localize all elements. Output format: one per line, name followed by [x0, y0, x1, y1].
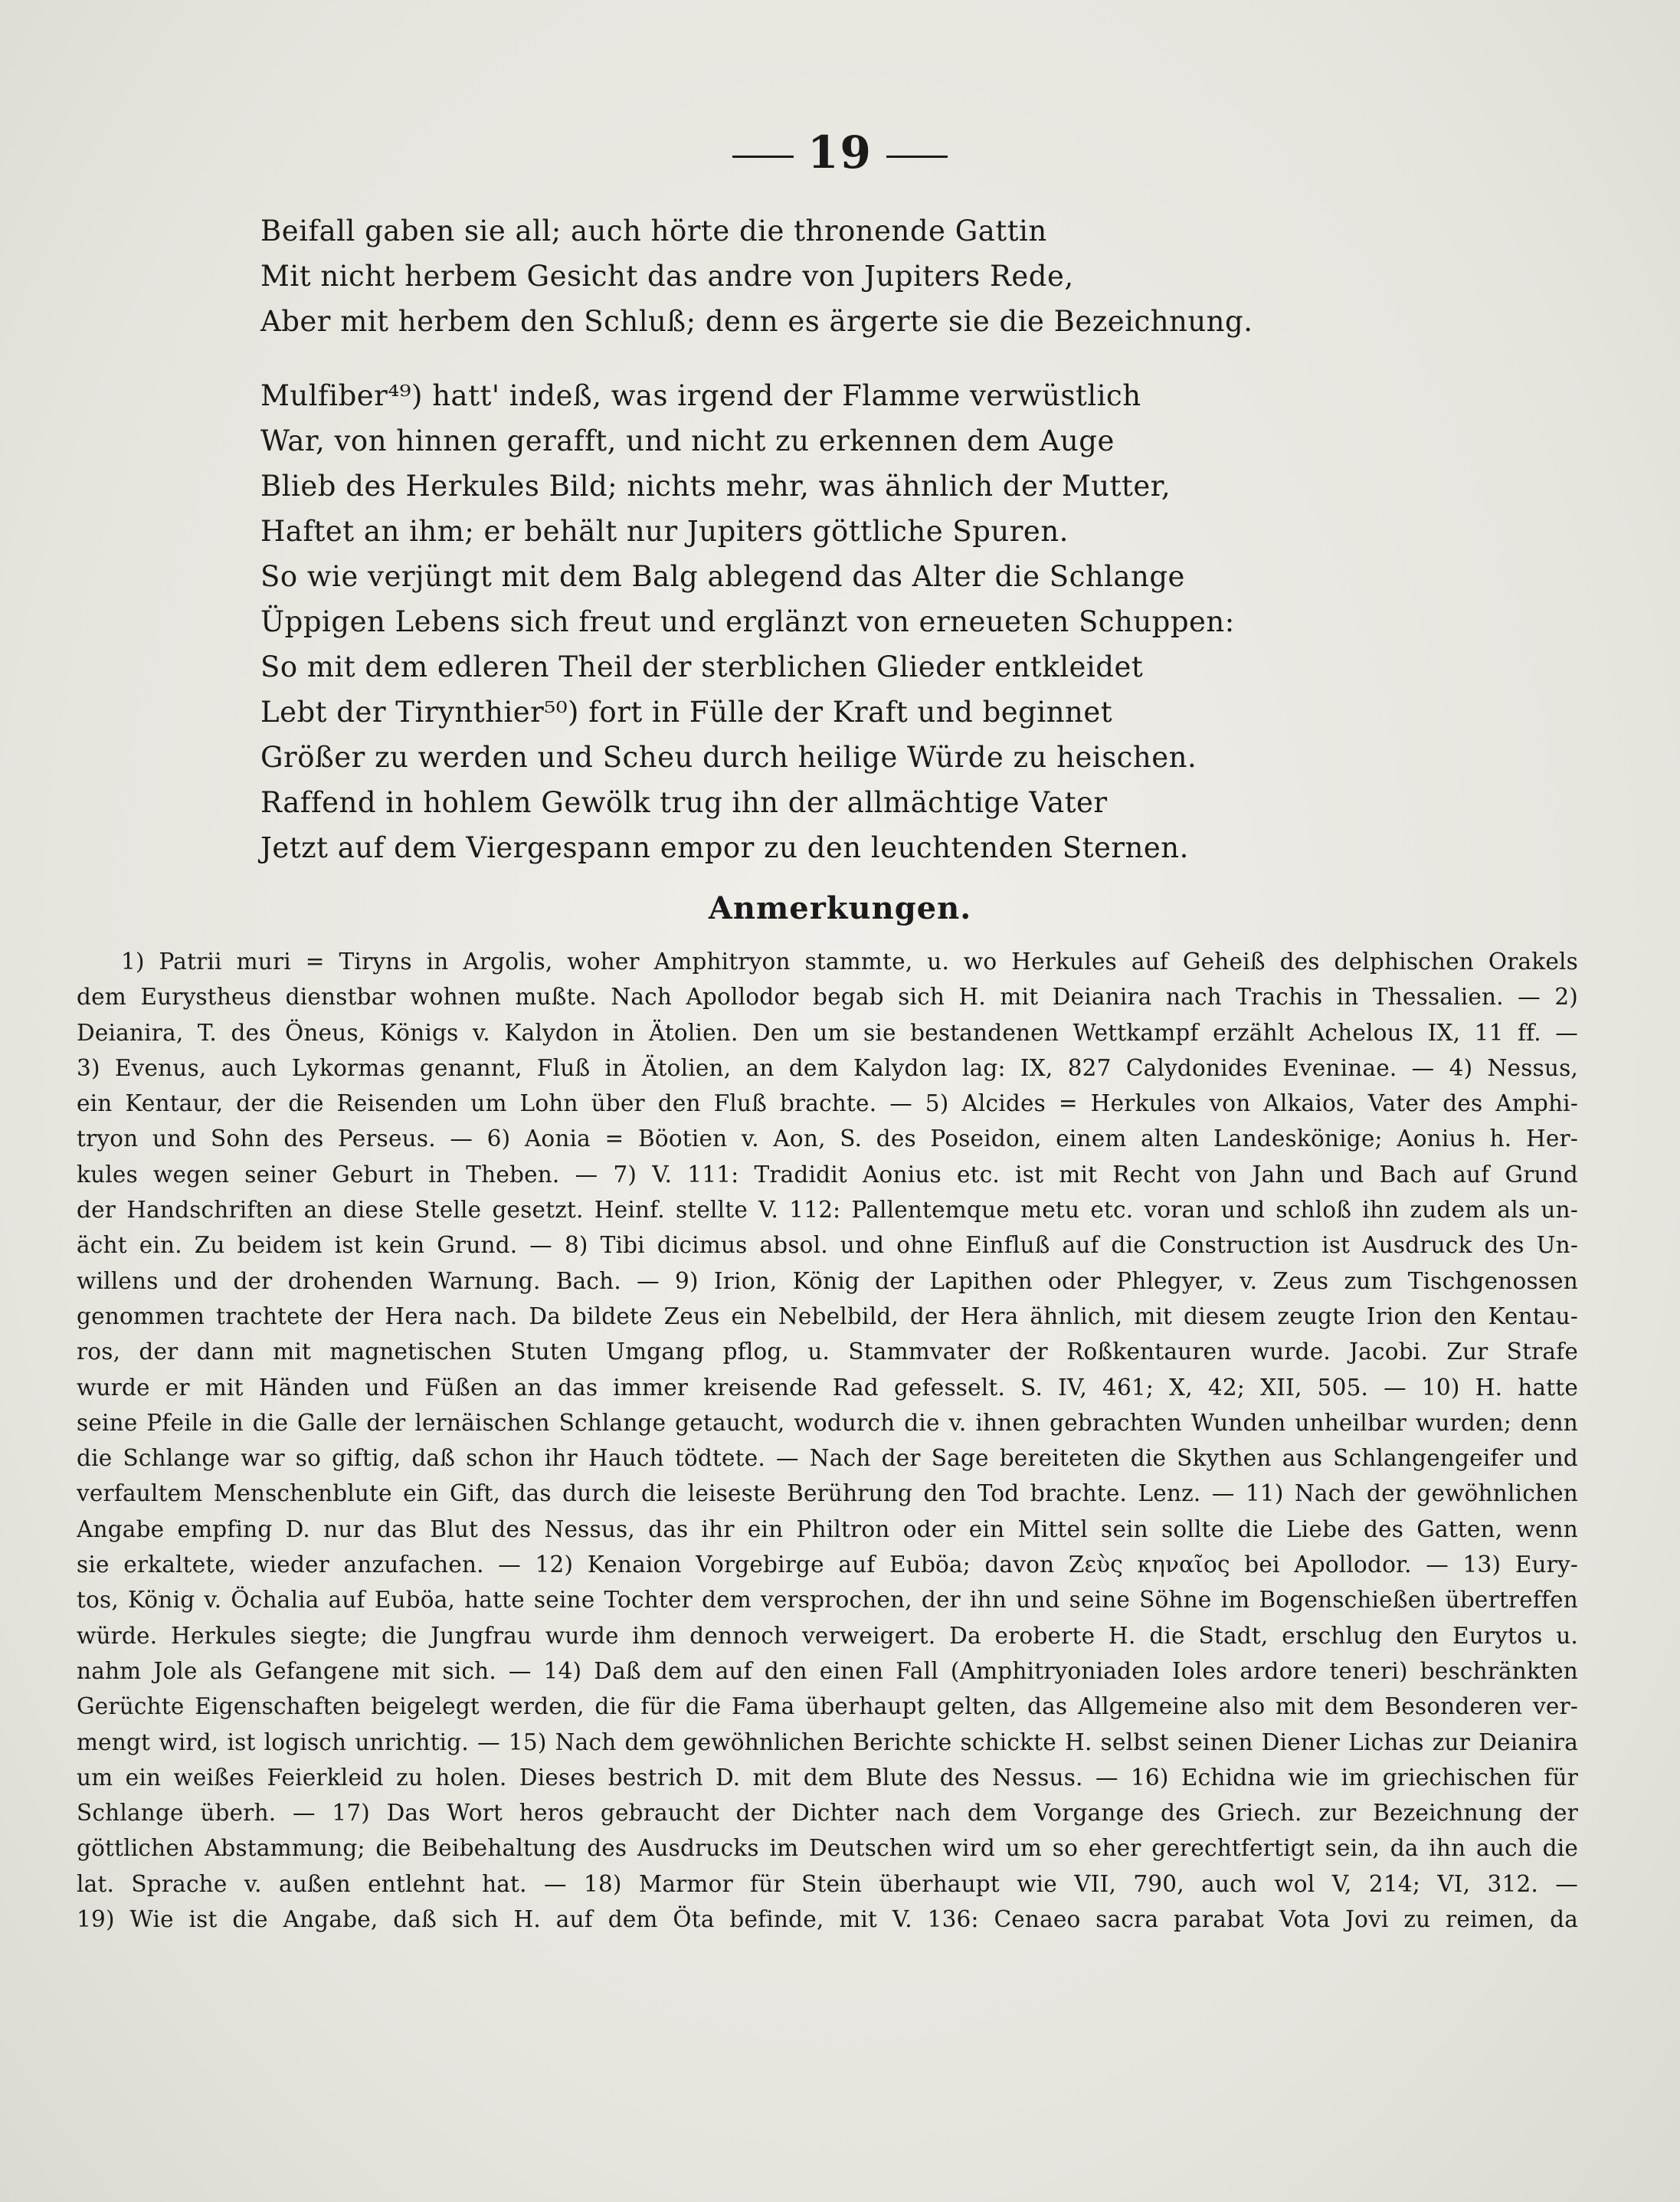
verse-line: Aber mit herbem den Schluß; denn es ärgerte sie die Bezeichnung. [260, 305, 1253, 338]
note-line: Gerüchte Eigenschaften beigelegt werden, die für die Fama überhaupt gelten, das Allgemeine also mit dem Besonderen ver- [77, 1693, 1578, 1720]
note-line: 3) Evenus, auch Lykormas genannt, Fluß in Ätolien, an dem Kalydon lag: IX, 827 Calydonides Eveninae. — 4) Nessus, [77, 1054, 1578, 1081]
verse-line: Beifall gaben sie all; auch hörte die thronende Gattin [260, 215, 1047, 247]
note-line: 19) Wie ist die Angabe, daß sich H. auf dem Öta befinde, mit V. 136: Cenaeo sacra parabat Vota Jovi zu reimen, da [77, 1906, 1578, 1933]
note-line: die Schlange war so giftig, daß schon ihr Hauch tödtete. — Nach der Sage bereiteten die Skythen aus Schlangengeifer und [77, 1445, 1578, 1472]
note-line: tos, König v. Öchalia auf Euböa, hatte seine Tochter dem versprochen, der ihn und seine Söhne im Bogenschießen übertreffen [77, 1587, 1578, 1614]
note-line: der Handschriften an diese Stelle gesetzt. Heinf. stellte V. 112: Pallentemque metu etc. voran und schloß ihn zudem als un- [77, 1197, 1578, 1224]
verse-line: Lebt der Tirynthier⁵⁰) fort in Fülle der Kraft und beginnet [260, 696, 1113, 729]
poem [260, 208, 1524, 870]
note-line: mengt wird, ist logisch unrichtig. — 15) Nach dem gewöhnlichen Berichte schickte H. selbst seinen Diener Lichas zur Deianira [77, 1729, 1578, 1755]
note-line: ächt ein. Zu beidem ist kein Grund. — 8) Tibi dicimus absol. und ohne Einfluß auf die Construction ist Ausdruck des Un- [77, 1232, 1578, 1259]
note-line: 1) Patrii muri = Tiryns in Argolis, woher Amphitryon stammte, u. wo Herkules auf Geheiß des delphischen Orakels [121, 949, 1578, 975]
note-line: göttlichen Abstammung; die Beibehaltung des Ausdrucks im Deutschen wird um so eher gerechtfertigt sein, da ihn auch die [77, 1835, 1578, 1862]
note-line: um ein weißes Feierkleid zu holen. Dieses bestrich D. mit dem Blute des Nessus. — 16) Echidna wie im griechischen für [77, 1764, 1578, 1791]
note-line: Angabe empfing D. nur das Blut des Nessus, das ihr ein Philtron oder ein Mittel sein sollte die Liebe des Gatten, wenn [77, 1516, 1578, 1542]
verse-line: So mit dem edleren Theil der sterblichen Glieder entkleidet [260, 650, 1144, 683]
note-line: ein Kentaur, der die Reisenden um Lohn über den Fluß brachte. — 5) Alcides = Herkules von Alkaios, Vater des Amphi- [77, 1090, 1578, 1117]
note-line: willens und der drohenden Warnung. Bach. — 9) Irion, König der Lapithen oder Phlegyer, v. Zeus zum Tischgenossen [77, 1267, 1578, 1294]
verse-line: Blieb des Herkules Bild; nichts mehr, was ähnlich der Mutter, [260, 470, 1171, 503]
verse-line: Raffend in hohlem Gewölk trug ihn der allmächtige Vater [260, 786, 1108, 819]
verse-line: Üppigen Lebens sich freut und erglänzt von erneueten Schuppen: [260, 605, 1235, 638]
note-line: sie erkaltete, wieder anzufachen. — 12) Kenaion Vorgebirge auf Euböa; davon Ζεὺς κηναῖος bei Apollodor. — 13) Eury- [77, 1552, 1578, 1578]
verse-line: Größer zu werden und Scheu durch heilige Würde zu heischen. [260, 741, 1197, 774]
verse-line: Jetzt auf dem Viergespann empor zu den leuchtenden Sternen. [260, 831, 1189, 864]
note-line: verfaultem Menschenblute ein Gift, das durch die leiseste Berührung den Tod brachte. Lenz. — 11) Nach der gewöhnlichen [77, 1480, 1578, 1507]
stanza-1 [260, 208, 1524, 344]
notes-heading: Anmerkungen. [708, 890, 972, 926]
page-number-text: 19 [807, 126, 873, 179]
note-line: kules wegen seiner Geburt in Theben. — 7) V. 111: Tradidit Aonius etc. ist mit Recht von Jahn und Bach auf Grund [77, 1161, 1578, 1188]
verse-line: Haftet an ihm; er behält nur Jupiters göttliche Spuren. [260, 515, 1069, 548]
note-line: seine Pfeile in die Galle der lernäischen Schlange getaucht, wodurch die v. ihnen gebrachten Wunden unheilbar wurden; denn [77, 1409, 1578, 1436]
verse-line: War, von hinnen gerafft, und nicht zu erkennen dem Auge [260, 424, 1115, 457]
notes-block [77, 944, 1578, 1973]
verse-line: So wie verjüngt mit dem Balg ablegend das Alter die Schlange [260, 560, 1185, 593]
note-line: wurde er mit Händen und Füßen an das immer kreisende Rad gefesselt. S. IV, 461; X, 42; XII, 505. — 10) H. hatte [77, 1374, 1578, 1401]
page-number [0, 126, 1680, 179]
verse-line: Mulfiber⁴⁹) hatt' indeß, was irgend der Flamme verwüstlich [260, 379, 1141, 412]
right-rule [886, 156, 948, 158]
verse-line: Mit nicht herbem Gesicht das andre von Jupiters Rede, [260, 260, 1074, 293]
note-line: ros, der dann mit magnetischen Stuten Umgang pflog, u. Stammvater der Roßkentauren wurde. Jacobi. Zur Strafe [77, 1339, 1578, 1365]
note-line: tryon und Sohn des Perseus. — 6) Aonia = Böotien v. Aon, S. des Poseidon, einem alten Landeskönige; Aonius h. Her- [77, 1126, 1578, 1152]
note-line: genommen trachtete der Hera nach. Da bildete Zeus ein Nebelbild, der Hera ähnlich, mit diesem zeugte Irion den Kentau- [77, 1303, 1578, 1329]
note-line: Schlange überh. — 17) Das Wort heros gebraucht der Dichter nach dem Vorgange des Griech. zur Bezeichnung der [77, 1800, 1578, 1827]
note-line: Deianira, T. des Öneus, Königs v. Kalydon in Ätolien. Den um sie bestandenen Wettkampf erzählt Achelous IX, 11 ff. — [77, 1019, 1578, 1046]
note-line [77, 1937, 1578, 1972]
note-line: nahm Jole als Gefangene mit sich. — 14) Daß dem auf den einen Fall (Amphitryoniaden Ioles ardore teneri) beschränkten [77, 1657, 1578, 1684]
note-line: würde. Herkules siegte; die Jungfrau wurde ihm dennoch verweigert. Da eroberte H. die Stadt, erschlug den Eurytos u. [77, 1622, 1578, 1649]
stanza-2 [260, 373, 1524, 870]
note-line: lat. Sprache v. außen entlehnt hat. — 18) Marmor für Stein überhaupt wie VII, 790, auch wol V, 214; VI, 312. — [77, 1870, 1578, 1897]
left-rule [732, 156, 794, 158]
note-line: dem Eurystheus dienstbar wohnen mußte. Nach Apollodor begab sich H. mit Deianira nach Trachis in Thessalien. — 2) [77, 984, 1578, 1011]
